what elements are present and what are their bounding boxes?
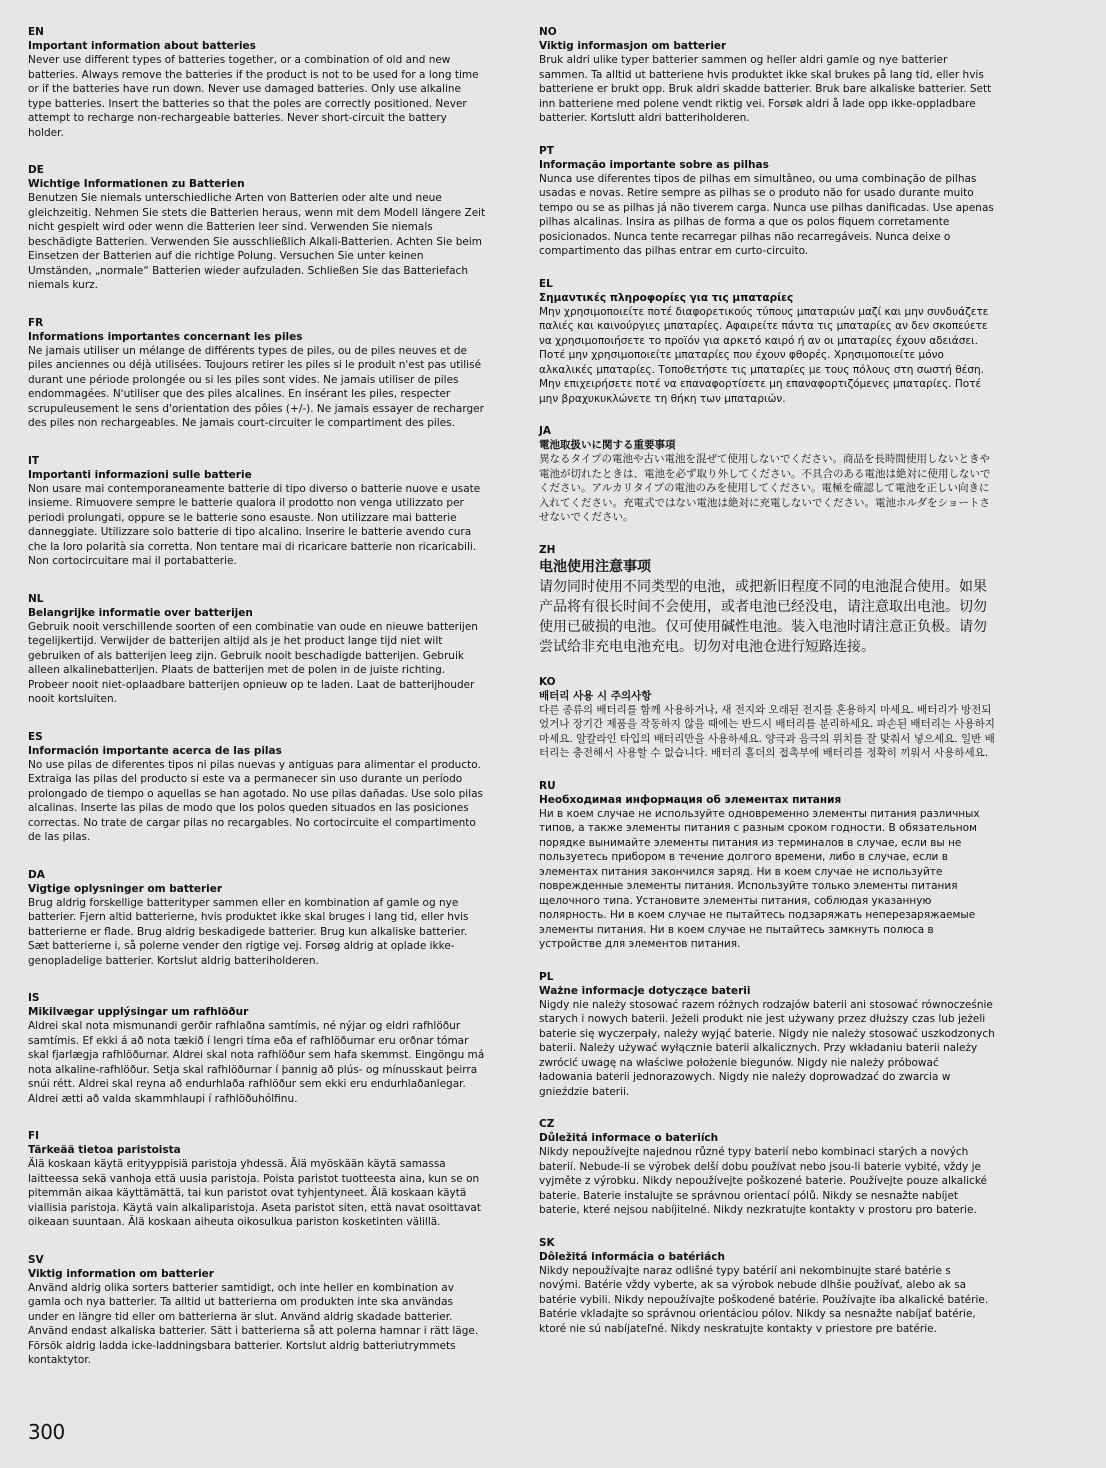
section-pt — [539, 145, 995, 259]
section-no — [539, 26, 995, 126]
language-code: DA — [28, 868, 45, 881]
section-heading: Необходимая информация об элементах питания — [539, 793, 842, 806]
language-code: SK — [539, 1236, 555, 1249]
language-code: PL — [539, 970, 554, 983]
section-body: Μην χρησιμοποιείτε ποτέ διαφορετικούς τύπους μπαταριών μαζί και μην συνδυάζετε παλιές και καινούργιες μπαταρίες. Αφαιρείτε πάντα τις μπαταρίες αν δεν σκοπεύετε να χρησιμοποιήσετε το προϊόν για αρκετό καιρό ή αν οι μπαταρίες έχουν αδειάσει. Ποτέ μην χρησιμοποιείτε μπαταρίες που έχουν φθορές. Χρησιμοποιείτε μόνο αλκαλικές μπαταρίες. Τοποθετήστε τις μπαταρίες με τους πόλους στη σωστή θέση. Μην επιχειρήσετε ποτέ να επαναφορτίσετε μη επαναφορτιζόμενες μπαταρίες. Ποτέ μην βραχυκυκλώνετε τη θήκη των μπαταριών. — [539, 305, 989, 405]
section-body: Använd aldrig olika sorters batterier samtidigt, och inte heller en kombination av gamla och nya batterier. Ta alltid ut batterierna om produkten inte ska användas under en längre tid eller om batterierna är slut. Använd aldrig skadade batterier. Använd endast alkaliska batterier. Sätt i batterierna så att polerna hamnar i rätt läge. Försök aldrig ladda icke-laddningsbara batterier. Kortslut aldrig batteriutrymmets kontaktytor. — [28, 1281, 479, 1366]
section-ru — [539, 780, 995, 952]
section-da — [28, 869, 486, 969]
section-body: Bruk aldri ulike typer batterier sammen og heller aldri gamle og nye batterier sammen. Ta alltid ut batteriene hvis produktet ikke skal brukes på lang tid, eller hvis batteriene er brukt opp. Bruk aldri skadde batterier. Bruk bare alkaliske batterier. Sett inn batteriene med polene vendt riktig vei. Forsøk aldri å lade opp ikke-oppladbare batterier. Kortslutt aldri batteriholderen. — [539, 54, 992, 124]
language-code: IS — [28, 992, 40, 1004]
section-heading: 电池使用注意事项 — [539, 558, 651, 575]
section-heading: Información importante acerca de las pilas — [28, 744, 282, 757]
section-heading: Mikilvægar upplýsingar um rafhlöður — [28, 1006, 249, 1018]
section-body: No use pilas de diferentes tipos ni pilas nuevas y antiguas para alimentar el producto. Extraiga las pilas del producto si este va a permanecer sin uso durante un período prolongado de tiempo o aquellas se han agotado. No use pilas dañadas. Use solo pilas alcalinas. Inserte las pilas de modo que los polos queden situados en las posiciones correctas. No trate de cargar pilas no recargables. No cortocircuite el compartimento de las pilas. — [28, 758, 484, 843]
section-it — [28, 455, 486, 569]
section-body: Ни в коем случае не используйте одновременно элементы питания различных типов, а также элементы питания с разным сроком годности. В обязательном порядке вынимайте элементы питания из терминалов в случае, если вы не пользуетесь прибором в течение долгого времени, либо в случае, если в элементах питания закончился заряд. Ни в коем случае не используйте поврежденные элементы питания. Используйте только элементы питания щелочного типа. Установите элементы питания, соблюдая указанную полярность. Ни в коем случае не пытайтесь подзаряжать неперезаряжаемые элементы питания. Ни в коем случае не пытайтесь замкнуть полюса в устройстве для элементов питания. — [539, 807, 980, 950]
section-body: Gebruik nooit verschillende soorten of een combinatie van oude en nieuwe batterijen tegelijkertijd. Verwijder de batterijen altijd als je het product lange tijd niet wilt gebruiken of als batterijen leeg zijn. Gebruik nooit beschadigde batterijen. Gebruik alleen alkalinebatterijen. Plaats de batterijen met de polen in de juiste richting. Probeer nooit niet-oplaadbare batterijen opnieuw op te laden. Laat de batterijhouder nooit kortsluiten. — [28, 620, 478, 705]
language-code: PT — [539, 144, 554, 157]
section-body: 異なるタイプの電池や古い電池を混ぜて使用しないでください。商品を長時間使用しないときや電池が切れたときは、電池を必ず取り外してください。不具合のある電池は絶対に使用しないでください。アルカリタイプの電池のみを使用してください。電極を確認して電池を正しい向きに入れてください。充電式ではない電池は絶対に充電しないでください。電池ホルダをショートさせないでください。 — [539, 453, 991, 523]
section-heading: Important information about batteries — [28, 40, 256, 52]
section-heading: 電池取扱いに関する重要事項 — [539, 439, 676, 451]
section-body: Brug aldrig forskellige batterityper sammen eller en kombination af gamle og nye batterier. Fjern altid batterierne, hvis produktet ikke skal bruges i lang tid, eller hvis batterierne er flade. Brug aldrig beskadigede batterier. Brug kun alkaliske batterier. Sæt batterierne i, så polerne vender den rigtige vej. Forsøg aldrig at oplade ikke-genopladelige batterier. Kortslut aldrig batteriholderen. — [28, 896, 469, 967]
section-en — [28, 26, 486, 140]
language-code: CZ — [539, 1118, 555, 1130]
section-sv — [28, 1254, 486, 1368]
language-code: FI — [28, 1130, 40, 1142]
section-body: 다른 종류의 배터리를 함께 사용하거나, 새 전지와 오래된 전지를 혼용하지 마세요. 배터리가 방전되었거나 장기간 제품을 작동하지 않을 때에는 반드시 배터리를 분리하세요. 파손된 배터리는 사용하지 마세요. 알칼라인 타입의 배터리만을 사용하세요. 양극과 음극의 위치를 잘 맞춰서 넣으세요. 일반 배터리는 충전해서 사용할 수 없습니다. 배터리 홀더의 접촉부에 배터리를 정확히 끼워서 사용하세요. — [539, 703, 995, 759]
right-column — [539, 26, 995, 1355]
language-code: NO — [539, 26, 557, 38]
section-heading: Viktig informasjon om batterier — [539, 40, 727, 52]
section-ko — [539, 676, 995, 761]
section-is — [28, 992, 486, 1106]
section-body: 请勿同时使用不同类型的电池，或把新旧程度不同的电池混合使用。如果产品将有很长时间不会使用，或者电池已经没电，请注意取出电池。切勿使用已破损的电池。仅可使用碱性电池。装入电池时请注意正负极。请勿尝试给非充电电池充电。切勿对电池仓进行短路连接。 — [539, 578, 987, 655]
language-code: JA — [539, 425, 552, 437]
section-body: Nikdy nepoužívajte naraz odlišné typy batérií ani nekombinujte staré batérie s novými. Batérie vždy vyberte, ak sa výrobok nebude dlhšie používať, alebo ak sa batérie vybili. Nikdy nepoužívajte poškodené batérie. Používajte iba alkalické batérie. Batérie vkladajte so správnou orientáciou pólov. Nikdy sa nesnažte nabíjať batérie, ktoré nie sú nabíjateľné. Nikdy neskratujte kontakty v priestore pre batérie. — [539, 1264, 989, 1335]
section-de — [28, 164, 486, 293]
section-body: Benutzen Sie niemals unterschiedliche Arten von Batterien oder alte und neue gleichzeitig. Nehmen Sie stets die Batterien heraus, wenn mit dem Modell längere Zeit nicht gespielt wird oder wenn die Batterien leer sind. Verwenden Sie niemals beschädigte Batterien. Verwenden Sie ausschließlich Alkali-Batterien. Achten Sie beim Einsetzen der Batterien auf die richtige Polung. Versuchen Sie unter keinen Umständen, „normale“ Batterien wieder aufzuladen. Schließen Sie das Batteriefach niemals kurz. — [28, 192, 486, 291]
section-el — [539, 278, 995, 407]
section-heading: Dôležitá informácia o batériách — [539, 1250, 725, 1263]
section-sk — [539, 1237, 995, 1337]
language-code: SV — [28, 1253, 44, 1266]
language-code: IT — [28, 454, 40, 467]
section-body: Nunca use diferentes tipos de pilhas em simultâneo, ou uma combinação de pilhas usadas e novas. Retire sempre as pilhas se o produto não for usado durante muito tempo ou se as pilhas já não tiverem carga. Nunca use pilhas danificadas. Use apenas pilhas alcalinas. Insira as pilhas de forma a que os polos fiquem corretamente posicionados. Nunca tente recarregar pilhas não recarregáveis. Nunca deixe o compartimento das pilhas entrar em curto-circuito. — [539, 172, 994, 257]
language-code: ZH — [539, 543, 556, 556]
language-code: EL — [539, 277, 553, 290]
section-zh — [539, 544, 995, 657]
section-heading: Důležitá informace o bateriích — [539, 1132, 719, 1144]
section-heading: Informação importante sobre as pilhas — [539, 158, 769, 171]
language-code: KO — [539, 675, 556, 688]
section-nl — [28, 593, 486, 707]
section-ja — [539, 425, 995, 525]
page-number: 300 — [28, 1420, 65, 1444]
section-cz — [539, 1118, 995, 1218]
section-heading: Wichtige Informationen zu Batterien — [28, 178, 245, 190]
section-body: Nigdy nie należy stosować razem różnych rodzajów baterii ani stosować równocześnie starych i nowych baterii. Jeżeli produkt nie jest używany przez dłuższy czas lub jeżeli baterie się wyczerpały, należy wyjąć baterie. Nigdy nie należy stosować uszkodzonych baterii. Należy używać wyłącznie baterii alkalicznych. Przy wkładaniu baterii należy zwrócić uwagę na właściwe położenie biegunów. Nigdy nie należy próbować ładowania baterii jednorazowych. Nigdy nie należy doprowadzać do zwarcia w gnieździe baterii. — [539, 998, 995, 1098]
section-heading: Vigtige oplysninger om batterier — [28, 882, 223, 895]
section-pl — [539, 971, 995, 1100]
section-heading: Viktig information om batterier — [28, 1267, 214, 1280]
section-body: Never use different types of batteries together, or a combination of old and new batteries. Always remove the batteries if the product is not to be used for a long time or if the batteries have run down. Never use damaged batteries. Only use alkaline type batteries. Insert the batteries so that the poles are correctly positioned. Never attempt to recharge non-rechargeable batteries. Never short-circuit the battery holder. — [28, 54, 479, 139]
section-heading: Belangrijke informatie over batterijen — [28, 606, 253, 619]
section-body: Non usare mai contemporaneamente batterie di tipo diverso o batterie nuove e usate insieme. Rimuovere sempre le batterie qualora il prodotto non venga utilizzato per periodi prolungati, oppure se le batterie sono esauste. Non utilizzare mai batterie danneggiate. Utilizzare solo batterie di tipo alcalino. Inserire le batterie avendo cura che la loro polarità sia corretta. Non tentare mai di ricaricare batterie non ricaricabili. Non cortocircuitare mai il portabatterie. — [28, 482, 481, 567]
section-body: Ne jamais utiliser un mélange de différents types de piles, ou de piles neuves et de piles anciennes ou déjà utilisées. Toujours retirer les piles si le produit n'est pas utilisé durant une période prolongée ou si les piles sont vides. Ne jamais utiliser de piles endommagées. N'utiliser que des piles alcalines. En insérant les piles, respecter scrupuleusement le sens d'orientation des pôles (+/-). Ne jamais essayer de recharger des piles non rechargeables. Ne jamais court-circuiter le compartiment des piles. — [28, 344, 484, 429]
section-body: Nikdy nepoužívejte najednou různé typy baterií nebo kombinaci starých a nových baterií. Nebude-li se výrobek delší dobu používat nebo jsou-li baterie vybité, vždy je vyjměte z výrobku. Nikdy nepoužívejte poškozené baterie. Používejte pouze alkalické baterie. Baterie instalujte se správnou orientací pólů. Nikdy se nesnažte nabíjet baterie, které nejsou nabíjitelné. Nikdy nezkratujte kontakty v prostoru pro baterie. — [539, 1146, 987, 1216]
language-code: DE — [28, 164, 44, 176]
language-code: RU — [539, 779, 556, 792]
language-code: ES — [28, 730, 43, 743]
language-code: NL — [28, 592, 44, 605]
language-code: EN — [28, 26, 44, 38]
section-body: Älä koskaan käytä erityyppisiä paristoja yhdessä. Älä myöskään käytä samassa laitteessa sekä vanhoja että uusia paristoja. Poista paristot tuotteesta aina, kun se on pitemmän aikaa käyttämättä, tai kun paristot ovat tyhjentyneet. Älä koskaan käytä viallisia paristoja. Käytä vain alkaliparistoja. Aseta paristot siten, että navat osoittavat oikeaan suuntaan. Älä koskaan aiheuta oikosulkua pariston kosketinten välillä. — [28, 1158, 481, 1228]
section-body: Aldrei skal nota mismunandi gerðir rafhlaðna samtímis, né nýjar og eldri rafhlöður samtímis. Ef ekki á að nota tækið í lengri tíma eða ef rafhlöðurnar eru orðnar tómar skal fjarlægja rafhlöðurnar. Aldrei skal nota rafhlöður sem hafa skemmst. Eingöngu má nota alkaline-rafhlöður. Setja skal rafhlöðurnar í þannig að plús- og mínusskaut þeirra snúi rétt. Aldrei skal reyna að endurhlaða rafhlöður sem ekki eru endurhlaðanlegar. Aldrei ætti að valda skammhlaupi í rafhlöðuhólfinu. — [28, 1020, 485, 1105]
language-code: FR — [28, 316, 44, 329]
left-column — [28, 26, 486, 1392]
section-heading: Σημαντικές πληροφορίες για τις μπαταρίες — [539, 291, 794, 304]
section-heading: Ważne informacje dotyczące baterii — [539, 984, 751, 997]
section-fr — [28, 317, 486, 431]
section-es — [28, 731, 486, 845]
section-heading: Importanti informazioni sulle batterie — [28, 468, 252, 481]
section-heading: 배터리 사용 시 주의사항 — [539, 689, 652, 702]
section-fi — [28, 1130, 486, 1230]
section-heading: Tärkeää tietoa paristoista — [28, 1144, 181, 1156]
section-heading: Informations importantes concernant les piles — [28, 330, 303, 343]
